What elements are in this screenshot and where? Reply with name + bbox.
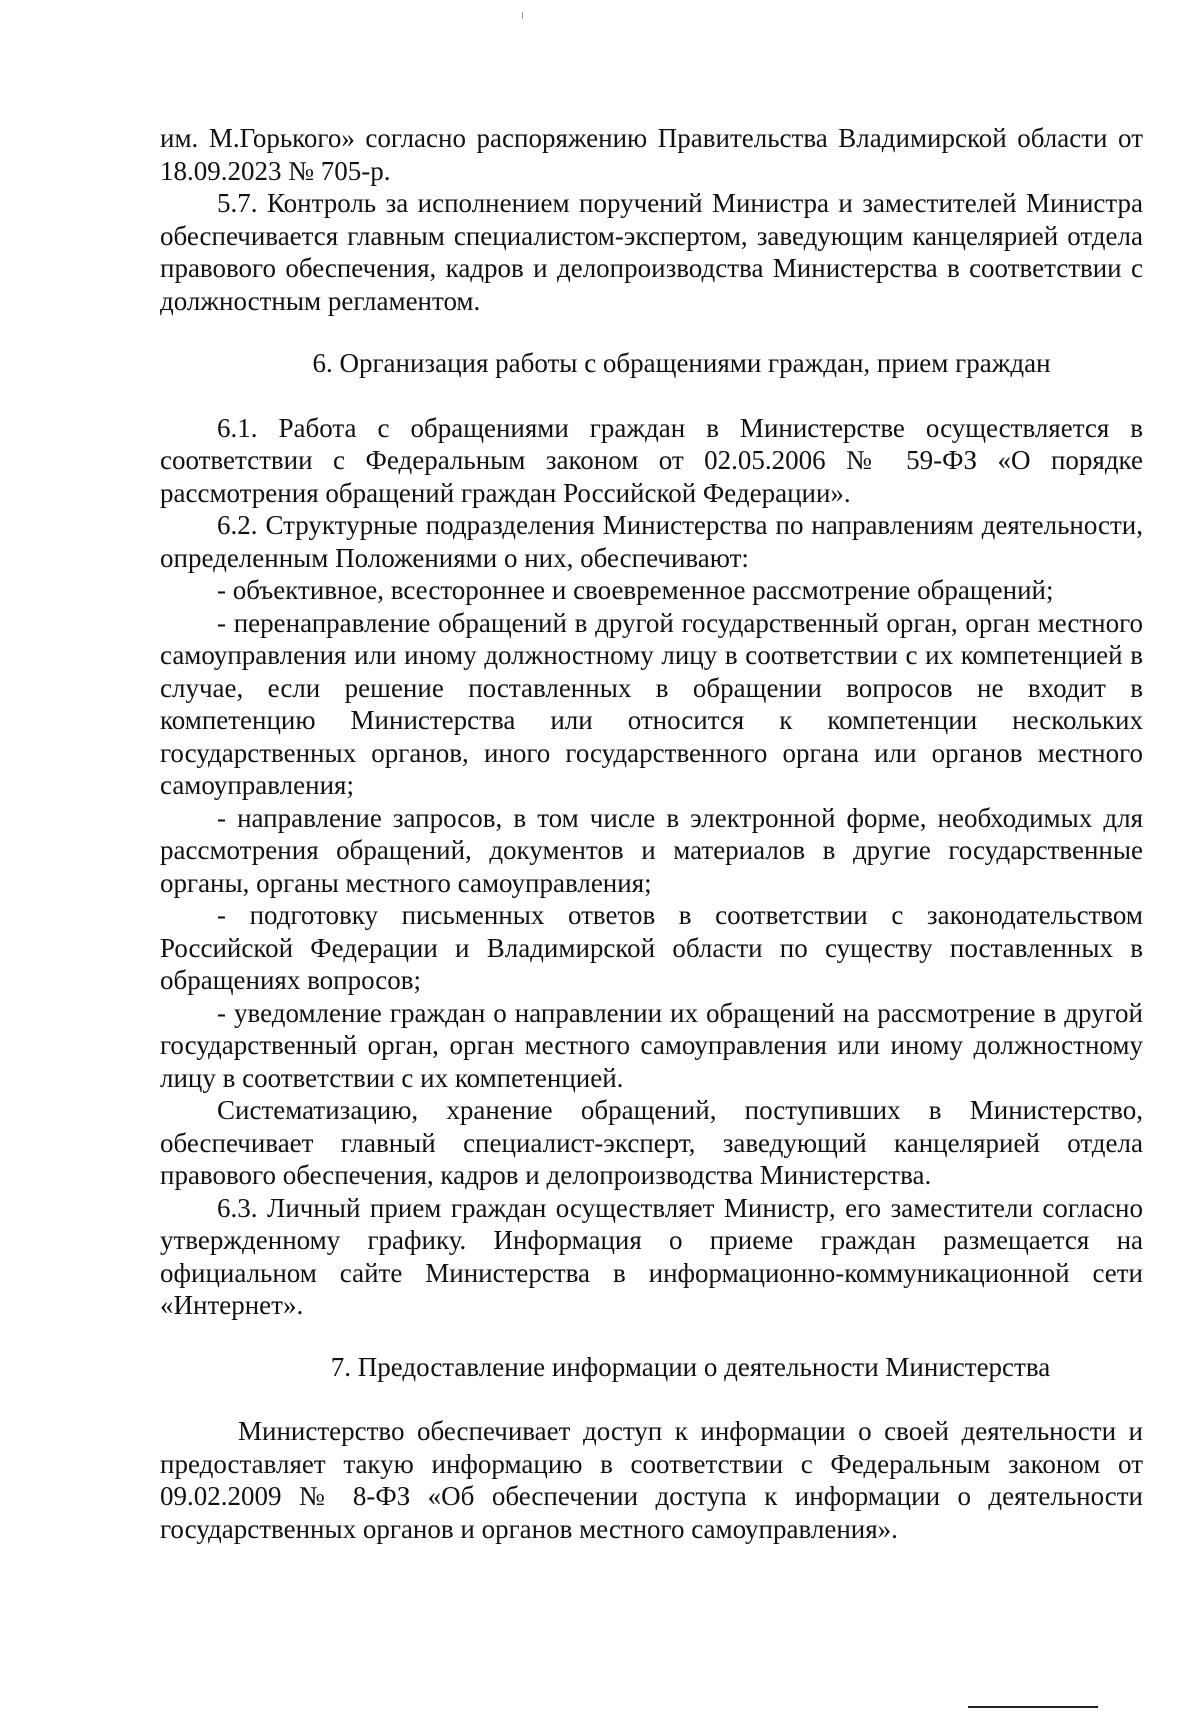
list-item-requests: - направление запросов, в том числе в электронной форме, необходимых для рассмотрения обращений, документов и материалов в другие государственные органы, органы местного самоуправления; xyxy=(160,802,1143,898)
paragraph-6-1: 6.1. Работа с обращениями граждан в Министерстве осуществляется в соответствии с Федеральным законом от 02.05.2006 № 59-ФЗ «О порядке рассмотрения обращений граждан Российской Федерации». xyxy=(160,412,1143,508)
paragraph-continuation: им. М.Горького» согласно распоряжению Правительства Владимирской области от 18.09.2023 № 705-р. xyxy=(160,123,1143,186)
section-6-heading: 6. Организация работы с обращениями граждан, прием граждан xyxy=(312,348,1051,378)
scan-mark xyxy=(522,12,523,19)
section-7-heading: 7. Предоставление информации о деятельности Министерства xyxy=(330,1351,1051,1382)
list-item-notification: - уведомление граждан о направлении их обращений на рассмотрение в другой государственный орган, орган местного самоуправления или иному должностному лицу в соответствии с их компетенцией. xyxy=(160,997,1143,1093)
list-item-written-answers: - подготовку письменных ответов в соответствии с законодательством Российской Федерации и Владимирской области по существу поставленных в обращениях вопросов; xyxy=(160,900,1143,995)
footer-rule xyxy=(968,1706,1098,1708)
paragraph-6-2: 6.2. Структурные подразделения Министерства по направлениям деятельности, определенным Положениями о них, обеспечивают: xyxy=(160,510,1143,573)
paragraph-systematization: Систематизацию, хранение обращений, поступивших в Министерство, обеспечивает главный специалист-эксперт, заведующий канцелярией отдела правового обеспечения, кадров и делопроизводства Министерства. xyxy=(160,1095,1143,1190)
list-item-redirection: - перенаправление обращений в другой государственный орган, орган местного самоуправления или иному должностному лицу в соответствии с их компетенцией в случае, если решение поставленных в обращении вопросов не входит в компетенцию Министерства или относится к компетенции нескольких государственных органов, иного государственного органа или органов местного самоуправления; xyxy=(160,607,1143,800)
paragraph-5-7: 5.7. Контроль за исполнением поручений Министра и заместителей Министра обеспечивается главным специалистом-экспертом, заведующим канцелярией отдела правового обеспечения, кадров и делопроизводства Министерства в соответствии с должностным регламентом. xyxy=(160,188,1143,316)
list-item-objective-review: - объективное, всестороннее и своевременное рассмотрение обращений; xyxy=(217,575,1054,605)
paragraph-7-body: Министерство обеспечивает доступ к информации о своей деятельности и предоставляет такую информацию в соответствии с Федеральным законом от 09.02.2009 № 8-ФЗ «Об обеспечении доступа к информации о деятельности государственных органов и органов местного самоуправления». xyxy=(160,1416,1143,1544)
paragraph-6-3: 6.3. Личный прием граждан осуществляет Министр, его заместители согласно утвержденному графику. Информация о приеме граждан размещается на официальном сайте Министерства в информационно-коммуникационной сети «Интернет». xyxy=(160,1192,1143,1320)
document-body xyxy=(160,122,1143,1545)
